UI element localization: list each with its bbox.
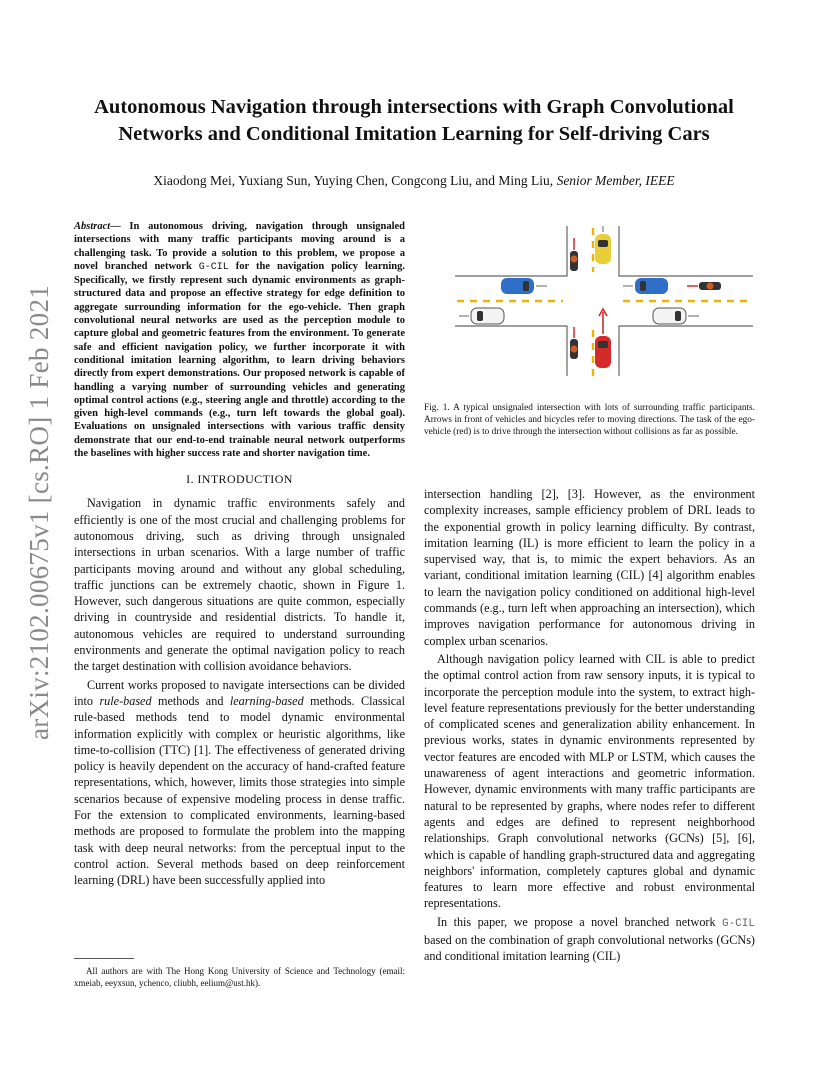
intro-paragraph-r1: intersection handling [2], [3]. However, as the environment complexity increases, sample efficiency problem of DRL leads to the exponential growth in policy learning difficulty. By contrast, imitation learning (IL) is more efficient to learn the policy in a supervised way, that is, to mimic the expert behaviors. As an variant, conditional imitation learning (CIL) [4] algorithm enables to learn the navigation policy conditioned on additional high-level commands (e.g., turn left when approaching an intersection), which improves navigation performance for autonomous driving in complex urban scenarios. [424,487,755,648]
blue-vehicle-left-window [523,281,529,291]
road-edge-top-right [619,226,753,276]
bicycle-right [687,282,721,290]
section-heading-introduction: I. INTRODUCTION [186,472,293,487]
bicycle-bottom [570,327,578,359]
blue-vehicle-left-body [501,278,534,294]
author-list [60,172,768,190]
yellow-vehicle [595,226,611,264]
yellow-vehicle-window [598,240,608,247]
abstract-label: Abstract [74,221,111,232]
bicycle-bottom-rider [571,346,578,353]
p2-text-b: methods and [151,693,230,708]
white-vehicle-right [653,308,699,324]
author-names: Xiaodong Mei, Yuxiang Sun, Yuying Chen, Congcong Liu, and Ming Liu, [153,173,554,188]
p2-learning-based: learning-based [229,693,304,708]
ego-vehicle-body [595,336,611,368]
intro-paragraph-r3 [424,914,755,965]
bicycle-right-rider [707,283,714,290]
road-edge-top-left [455,226,567,276]
footnote: All authors are with The Hong Kong University of Science and Technology (email: xmeiab, eeyxsun, ychenco, cliubh, eelium@ust.hk). [74,966,405,988]
road-edge-bottom-left [455,326,567,376]
p2-text-a: Current works proposed to navigate intersections can be divided into [74,677,405,708]
bicycle-top [570,238,578,271]
ego-vehicle-window [598,341,608,348]
white-vehicle-left-window [477,311,483,321]
r3-text-a: In this paper, we propose a novel branched network [437,914,722,929]
left-column [74,220,405,888]
intersection-figure [455,226,753,376]
bicycle-top-rider [571,256,578,263]
abstract [74,220,405,460]
white-vehicle-left-body [471,308,504,324]
right-column [424,486,755,965]
blue-vehicle-right [623,278,668,294]
blue-vehicle-left [501,278,547,294]
abstract-text-2: for the navigation policy learning. Specifically, we firstly represent such dynamic environments as graph-structured data and propose an effective strategy for edge definition to aggregate surrounding information for the ego-vehicle. Then graph convolutional neural networks are used as the perception module to capture global and geometric features from the environment. To generate safe and efficient navigation policy, we further incorporate it with conditional imitation learning algorithm, to learn driving behaviors directly from expert demonstrations. Our proposed network is capable of handling a varying number of surrounding vehicles and generating optimal control actions (e.g., steering angle and throttle) according to the given high-level commands (e.g., turn left towards the global goal). Evaluations on unsignaled intersections with various traffic density demonstrate that our end-to-end trainable neural network outperforms the baselines with higher success rate and shorter navigation time. [74,260,405,460]
r3-code: G-CIL [721,917,755,930]
white-vehicle-right-body [653,308,686,324]
white-vehicle-left [459,308,504,324]
intro-paragraph-2 [74,677,405,889]
intro-paragraph-r2: Although navigation policy learned with CIL is able to predict the optimal control action from raw sensory inputs, it is typical to incorporate the perception module into the system, to extract high-level feature representations previously for the better understanding of complicated scenes and generalization ability enhancement. In previous works, states in dynamic environments represented by vector features are encoded with MLP or LSTM, which causes the unawareness of agent interactions and geometric information. However, dynamic environments with many traffic participants are natural to be represented by graphs, where nodes refer to different agents and edges are defined to represent neighborhood relationships. Graph convolutional networks (GCNs) [5], [6], which is capable of handling graph-structured data and aggregating neighbors' information, completely captures global and dynamic features to learn more effective and robust environmental representations. [424,651,755,911]
ego-vehicle [595,309,611,368]
white-vehicle-right-window [675,311,681,321]
blue-vehicle-right-body [635,278,668,294]
road-edge-bottom-right [619,326,753,376]
intro-paragraph-1: Navigation in dynamic traffic environments safely and efficiently is one of the most crucial and challenging problems for autonomous driving, such as driving through unsignaled intersections in urban scenarios. With a large number of traffic participants moving around and without any global scheduling, traffic junctions can be extremely chaotic, shown in Figure 1. However, such dangerous situations are quite common, especially driving in countryside and residential districts. To handle it, autonomous vehicles are required to understand surrounding environments and generate the optimal navigation policy to reach the target destination with collision avoidance behaviors. [74,496,405,674]
paper-title: Autonomous Navigation through intersections with Graph Convolutional Networks and Conditional Imitation Learning for Self-driving Cars [94,96,734,145]
author-suffix: Senior Member, IEEE [556,173,675,188]
abstract-code: G-CIL [198,261,229,273]
arxiv-stamp: arXiv:2102.00675v1 [cs.RO] 1 Feb 2021 [24,284,54,740]
blue-vehicle-right-window [640,281,646,291]
abstract-text-1: — In autonomous driving, navigation through unsignaled intersections with many traffic participants moving around is a challenging task. To provide a solution to this problem, we propose a novel branched network [74,221,405,272]
p2-rule-based: rule-based [99,693,152,708]
footnote-rule [74,958,134,959]
yellow-vehicle-body [595,234,611,264]
r3-text-b: based on the combination of graph convolutional networks (GCNs) and conditional imitation learning (CIL) [424,933,755,964]
figure-caption: Fig. 1. A typical unsignaled intersection with lots of surrounding traffic participants. Arrows in front of vehicles and bicycles refer to moving directions. The task of the ego-vehicle (red) is to drive through the intersection without collisions as far as possible. [424,403,755,437]
p2-text-c: methods. Classical rule-based methods tend to model dynamic environmental information explicitly with complex or heuristic algorithms, like time-to-collision (TTC) [1]. The effectiveness of generated driving policy is heavily dependent on the accuracy of hand-crafted feature representations, which, however, limits those strategies into simple scenarios because of expensive modeling process in dense traffic. For the extension to complicated environments, learning-based methods are proposed to formulate the problem into the mapping task with deep neural networks: from the perceptual input to the control action. Several methods based on deep reinforcement learning (DRL) have been successfully applied into [74,693,405,888]
